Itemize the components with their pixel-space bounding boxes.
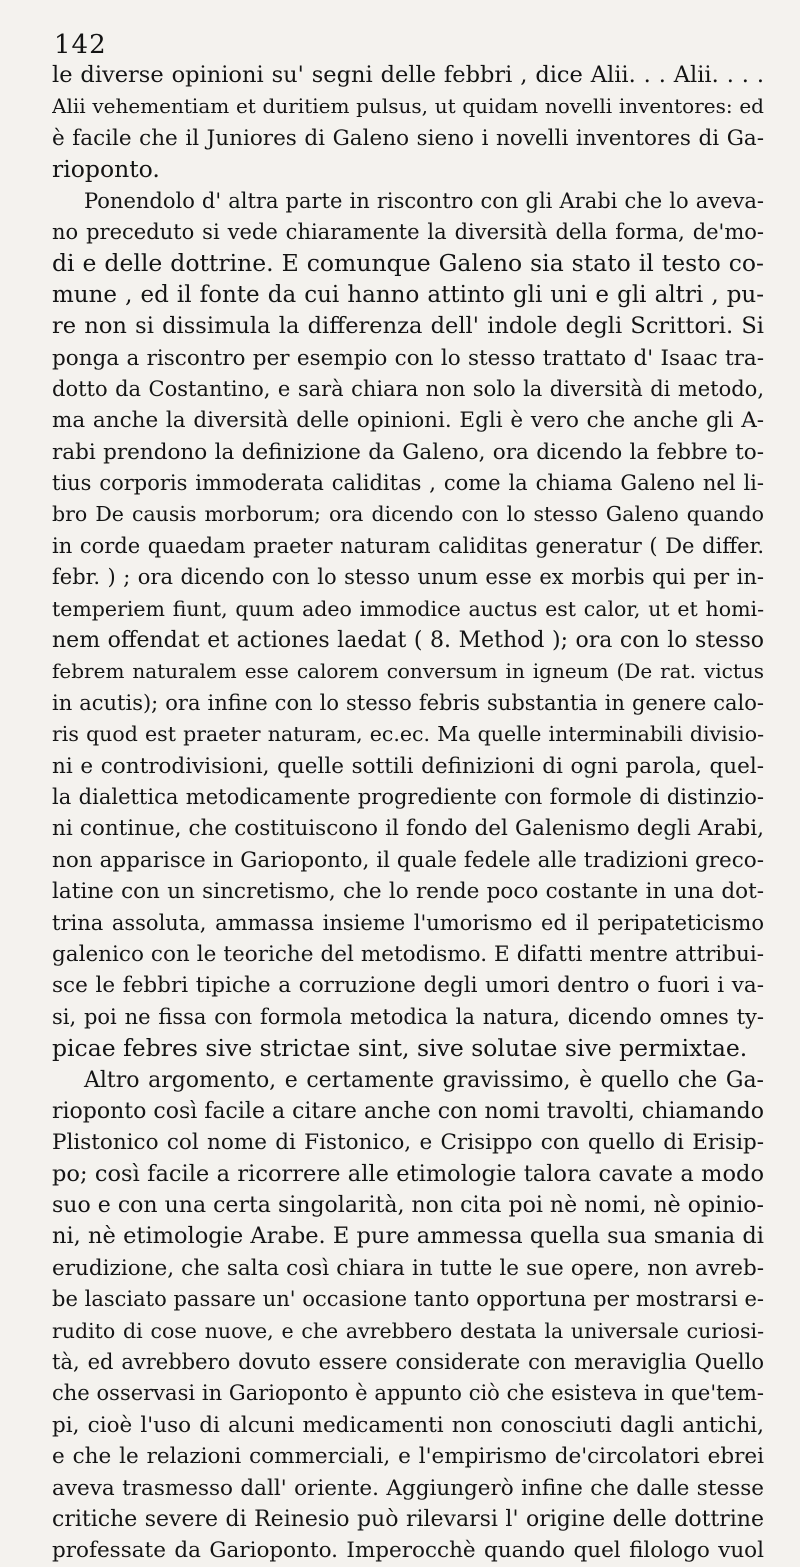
- text-line: temperiem fiunt, quum adeo immodice auctus est calor, ut et homi-: [52, 596, 764, 621]
- text-line: no preceduto si vede chiaramente la diversità della forma, de'mo-: [52, 219, 764, 244]
- text-line: rabi prendono la definizione da Galeno, ora dicendo la febbre to-: [52, 439, 764, 465]
- text-line: ni continue, che costituiscono il fondo del Galenismo degli Arabi,: [52, 816, 764, 842]
- text-line: picae febres sive strictae sint, sive solutae sive permixtae.: [52, 1034, 748, 1063]
- page-number: 142: [54, 30, 107, 60]
- text-line: be lasciato passare un' occasione tanto opportuna per mostrarsi e-: [52, 1287, 764, 1312]
- text-line: re non si dissimula la differenza dell' indole degli Scrittori. Si: [52, 313, 764, 340]
- text-line: suo e con una certa singolarità, non cita poi nè nomi, nè opinio-: [52, 1193, 764, 1219]
- text-line: galenico con le teoriche del metodismo. E difatti mentre attribui-: [52, 941, 764, 967]
- text-line: ponga a riscontro per esempio con lo stesso trattato d' Isaac tra-: [52, 345, 764, 371]
- text-line: la dialettica metodicamente progrediente con formole di distinzio-: [52, 784, 764, 809]
- text-line: ma anche la diversità delle opinioni. Egli è vero che anche gli A-: [52, 408, 764, 434]
- text-line: di e delle dottrine. E comunque Galeno sia stato il testo co-: [52, 249, 764, 278]
- text-line: non apparisce in Garioponto, il quale fedele alle tradizioni greco-: [52, 847, 764, 873]
- text-line: pi, cioè l'uso di alcuni medicamenti non conosciuti dagli antichi,: [52, 1412, 764, 1438]
- text-line: trina assoluta, ammassa insieme l'umorismo ed il peripateticismo: [52, 910, 764, 935]
- text-line: e che le relazioni commerciali, e l'empirismo de'circolatori ebrei: [52, 1444, 764, 1470]
- text-line: rioponto.: [52, 155, 160, 184]
- text-line: in corde quaedam praeter naturam caliditas generatur ( De differ.: [52, 533, 764, 558]
- text-line: Altro argomento, e certamente gravissimo, è quello che Ga-: [84, 1067, 764, 1093]
- text-line: sce le febbri tipiche a corruzione degli umori dentro o fuori i va-: [52, 973, 764, 999]
- text-line: Plistonico col nome di Fistonico, e Crisippo con quello di Erisip-: [52, 1130, 764, 1156]
- text-line: professate da Garioponto. Imperocchè quando quel filologo vuol: [52, 1538, 764, 1564]
- text-line: si, poi ne fissa con formola metodica la natura, dicendo omnes ty-: [52, 1004, 764, 1029]
- text-line: bro De causis morborum; ora dicendo con lo stesso Galeno quando: [52, 502, 764, 527]
- text-line: po; così facile a ricorrere alle etimologie talora cavate a modo: [52, 1160, 764, 1187]
- text-line: rudito di cose nuove, e che avrebbero destata la universale curiosi-: [52, 1318, 764, 1343]
- text-line: rioponto così facile a citare anche con nomi travolti, chiamando: [52, 1098, 764, 1124]
- text-line: le diverse opinioni su' segni delle febbri , dice Alii. . . Alii. . . .: [52, 62, 764, 88]
- text-line: ris quod est praeter naturam, ec.ec. Ma quelle interminabili divisio-: [52, 722, 764, 747]
- text-line: Ponendolo d' altra parte in riscontro con gli Arabi che lo aveva-: [84, 188, 764, 213]
- text-line: aveva trasmesso dall' oriente. Aggiungerò infine che dalle stesse: [52, 1475, 764, 1501]
- text-line: ni e controdivisioni, quelle sottili definizioni di ogni parola, quel-: [52, 753, 764, 779]
- text-line: nem offendat et actiones laedat ( 8. Method ); ora con lo stesso: [52, 628, 764, 654]
- text-line: febrem naturalem esse calorem conversum in igneum (De rat. victus: [52, 659, 764, 684]
- text-line: latine con un sincretismo, che lo rende poco costante in una dot-: [52, 879, 764, 905]
- text-line: in acutis); ora infine con lo stesso febris substantia in genere calo-: [52, 690, 764, 715]
- text-line: dotto da Costantino, e sarà chiara non solo la diversità di metodo,: [52, 376, 764, 401]
- text-line: tà, ed avrebbero dovuto essere considerate con meraviglia Quello: [52, 1350, 764, 1375]
- text-line: mune , ed il fonte da cui hanno attinto gli uni e gli altri , pu-: [52, 281, 764, 308]
- text-line: è facile che il Juniores di Galeno sieno i novelli inventores di Ga-: [52, 125, 764, 151]
- text-line: che osservasi in Garioponto è appunto ciò che esisteva in que'tem-: [52, 1381, 764, 1406]
- text-line: Alii vehementiam et duritiem pulsus, ut quidam novelli inventores: ed: [52, 94, 764, 119]
- text-line: tius corporis immoderata caliditas , come la chiama Galeno nel li-: [52, 471, 764, 496]
- text-line: febr. ) ; ora dicendo con lo stesso unum esse ex morbis qui per in-: [52, 565, 764, 590]
- text-line: erudizione, che salta così chiara in tutte le sue opere, non avreb-: [52, 1255, 764, 1281]
- text-line: ni, nè etimologie Arabe. E pure ammessa quella sua smania di: [52, 1223, 764, 1250]
- page-text-body: [52, 60, 764, 1567]
- text-line: critiche severe di Reinesio può rilevarsi l' origine delle dottrine: [52, 1506, 764, 1532]
